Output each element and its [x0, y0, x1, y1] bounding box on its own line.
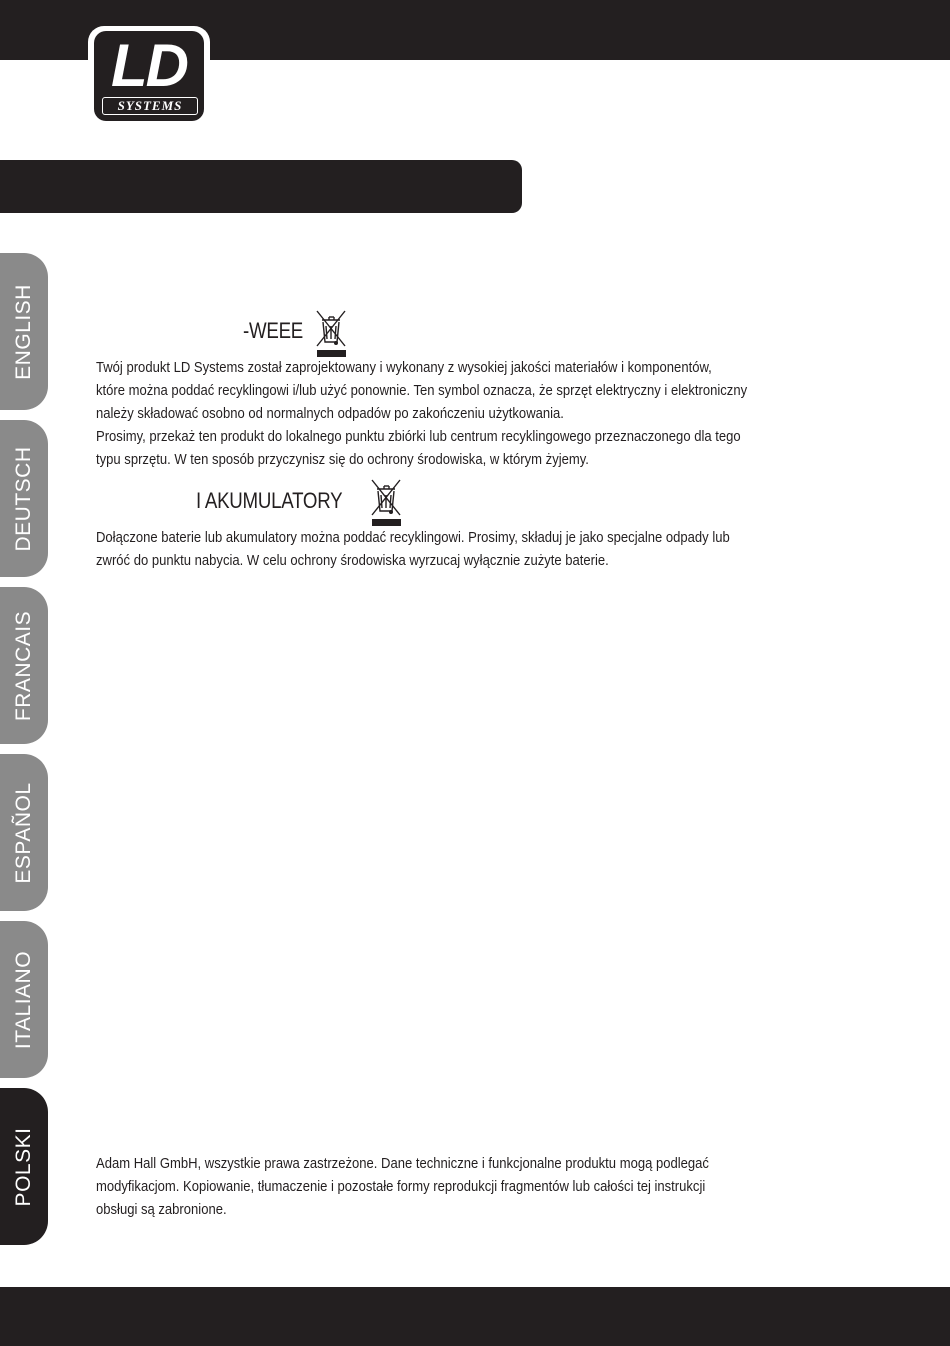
weee-line-3: należy składować osobno od normalnych odpadów po zakończeniu użytkowania.	[96, 406, 564, 422]
logo-sub-text: SYSTEMS	[102, 97, 198, 115]
tab-italiano[interactable]	[0, 921, 48, 1078]
ld-systems-logo	[88, 26, 210, 126]
tab-espanol[interactable]	[0, 754, 48, 911]
tab-label: FRANCAIS	[12, 610, 35, 721]
tab-label: ESPAÑOL	[12, 781, 35, 884]
weee-line-2: które można poddać recyklingowi i/lub użyć ponownie. Ten symbol oznacza, że sprzęt elektryczny i elektroniczny	[96, 383, 748, 399]
batteries-heading: I AKUMULATORY	[196, 488, 343, 513]
copyright-line-1: Adam Hall GmbH, wszystkie prawa zastrzeżone. Dane techniczne i funkcjonalne produktu mogą podlegać	[96, 1156, 709, 1172]
tab-label: ITALIANO	[12, 950, 35, 1049]
tab-label: DEUTSCH	[12, 445, 35, 552]
copyright-line-3: obsługi są zabronione.	[96, 1202, 227, 1218]
batteries-line-2: zwróć do punktu nabycia. W celu ochrony środowiska wyrzucaj wyłącznie zużyte baterie.	[96, 553, 609, 569]
copyright-line-2: modyfikacjom. Kopiowanie, tłumaczenie i pozostałe formy reprodukcji fragmentów lub całości tej instrukcji	[96, 1179, 706, 1195]
tab-francais[interactable]	[0, 587, 48, 744]
weee-line-1: Twój produkt LD Systems został zaprojektowany i wykonany z wysokiej jakości materiałów i komponentów,	[96, 360, 712, 376]
weee-line-5: typu sprzętu. W ten sposób przyczynisz się do ochrony środowiska, w którym żyjemy.	[96, 452, 589, 468]
weee-line-4: Prosimy, przekaż ten produkt do lokalnego punktu zbiórki lub centrum recyklingowego przeznaczonego dla tego	[96, 429, 741, 445]
tab-english[interactable]	[0, 253, 48, 410]
section-title-bar	[0, 160, 522, 213]
tab-label: POLSKI	[12, 1127, 35, 1206]
logo-main-text: LD	[111, 32, 187, 99]
batteries-line-1: Dołączone baterie lub akumulatory można poddać recyklingowi. Prosimy, składuj je jako specjalne odpady lub	[96, 530, 730, 546]
crossed-out-wheelie-bin-icon	[313, 308, 349, 358]
tab-polski[interactable]	[0, 1088, 48, 1245]
tab-label: ENGLISH	[12, 283, 35, 380]
footer-band	[0, 1287, 950, 1346]
crossed-out-wheelie-bin-icon	[368, 477, 404, 527]
weee-heading: -WEEE	[243, 318, 304, 343]
tab-deutsch[interactable]	[0, 420, 48, 577]
